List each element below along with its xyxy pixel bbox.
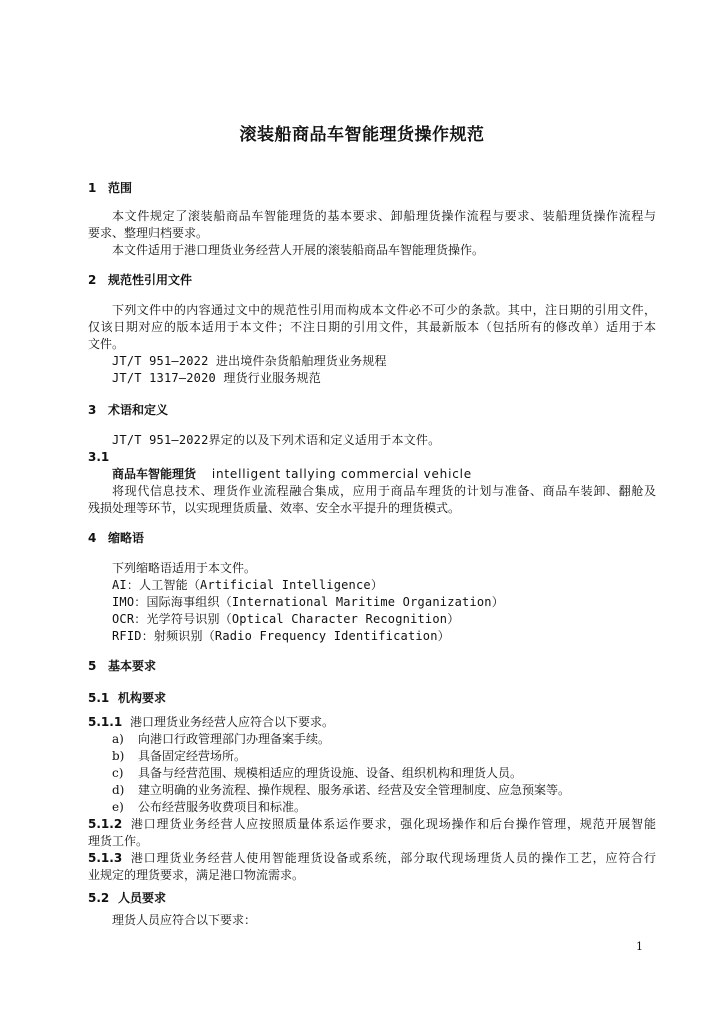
section-title: 范围 — [108, 181, 133, 195]
abbreviation-ai: AI：人工智能（Artificial Intelligence） — [112, 578, 384, 592]
list-marker: e) — [112, 800, 124, 814]
list-marker: a) — [112, 732, 124, 746]
section-number: 3 — [88, 403, 97, 417]
section-number: 1 — [88, 181, 97, 195]
section-3-heading — [88, 402, 168, 418]
normative-reference-2: JT/T 1317—2020 理货行业服务规范 — [112, 371, 321, 385]
section-2-para-line-3: 文件。 — [88, 337, 125, 351]
list-item-text: 公布经营服务收费项目和标准。 — [138, 800, 307, 814]
term-english: intelligent tallying commercial vehicle — [211, 467, 472, 481]
document-title: 滚装船商品车智能理货操作规范 — [239, 125, 485, 145]
subsection-5-1-heading — [88, 690, 166, 706]
normative-reference-1: JT/T 951—2022 进出境件杂货船舶理货业务规程 — [112, 354, 387, 368]
clause-number: 5.1.1 — [88, 715, 123, 729]
section-2-para-line-2: 仅该日期对应的版本适用于本文件；不注日期的引用文件，其最新版本（包括所有的修改单）适用于本 — [88, 320, 656, 334]
section-number: 2 — [88, 273, 97, 287]
clause-text: 港口理货业务经营人使用智能理货设备或系统，部分取代现场理货人员的操作工艺，应符合行 — [130, 851, 656, 865]
list-item — [112, 765, 522, 781]
section-1-para-2: 本文件适用于港口理货业务经营人开展的滚装船商品车智能理货操作。 — [112, 243, 485, 257]
abbreviation-rfid: RFID：射频识别（Radio Frequency Identification） — [112, 629, 450, 643]
term-number: 3.1 — [88, 450, 110, 464]
subsection-5-2-heading — [88, 890, 166, 906]
list-item — [112, 782, 570, 798]
clause-text: 港口理货业务经营人应按照质量体系运作要求，强化现场操作和后台操作管理，规范开展智能 — [130, 817, 656, 831]
section-title: 规范性引用文件 — [108, 273, 193, 287]
subsection-title: 机构要求 — [118, 691, 167, 705]
section-4-heading — [88, 530, 144, 546]
term-chinese: 商品车智能理货 — [112, 467, 197, 481]
list-marker: b) — [112, 749, 125, 763]
section-1-para-1-line-2: 要求、整理归档要求。 — [88, 226, 209, 240]
list-item-text: 向港口行政管理部门办理备案手续。 — [138, 732, 331, 746]
clause-5-1-2-line-2: 理货工作。 — [88, 834, 149, 848]
section-2-para-line-1: 下列文件中的内容通过文中的规范性引用而构成本文件必不可少的条款。其中，注日期的引用文件， — [112, 303, 656, 317]
abbreviation-ocr: OCR：光学符号识别（Optical Character Recognition） — [112, 612, 460, 626]
section-1-heading — [88, 180, 132, 196]
clause-5-1-1 — [88, 714, 334, 730]
page-number: 1 — [636, 940, 643, 953]
subsection-5-2-para: 理货人员应符合以下要求： — [112, 913, 257, 927]
clause-5-1-3-line-1 — [88, 850, 656, 866]
section-4-para: 下列缩略语适用于本文件。 — [112, 561, 257, 575]
abbreviation-imo: IMO：国际海事组织（International Maritime Organization） — [112, 595, 504, 609]
section-2-heading — [88, 272, 192, 288]
term-entry — [112, 466, 472, 482]
section-title: 基本要求 — [108, 659, 157, 673]
list-item-text: 建立明确的业务流程、操作规程、服务承诺、经营及安全管理制度、应急预案等。 — [138, 783, 571, 797]
list-item — [112, 748, 246, 764]
section-3-para: JT/T 951—2022界定的以及下列术语和定义适用于本文件。 — [112, 433, 441, 447]
subsection-title: 人员要求 — [118, 891, 167, 905]
section-title: 术语和定义 — [108, 403, 169, 417]
clause-5-1-2-line-1 — [88, 816, 656, 832]
list-item — [112, 799, 306, 815]
list-item — [112, 731, 330, 747]
list-item-text: 具备固定经营场所。 — [138, 749, 247, 763]
subsection-number: 5.1 — [88, 691, 110, 705]
term-definition-line-2: 残损处理等环节，以实现理货质量、效率、安全水平提升的理货模式。 — [88, 501, 461, 515]
list-item-text: 具备与经营范围、规模相适应的理货设施、设备、组织机构和理货人员。 — [138, 766, 523, 780]
list-marker: d) — [112, 783, 125, 797]
clause-number: 5.1.2 — [88, 817, 123, 831]
section-title: 缩略语 — [108, 531, 145, 545]
clause-5-1-3-line-2: 业规定的理货要求，满足港口物流需求。 — [88, 868, 305, 882]
section-5-heading — [88, 658, 156, 674]
list-marker: c) — [112, 766, 124, 780]
subsection-number: 5.2 — [88, 891, 110, 905]
section-1-para-1-line-1: 本文件规定了滚装船商品车智能理货的基本要求、卸船理货操作流程与要求、装船理货操作流程与 — [112, 209, 656, 223]
section-number: 4 — [88, 531, 97, 545]
clause-text: 港口理货业务经营人应符合以下要求。 — [130, 715, 335, 729]
section-number: 5 — [88, 659, 97, 673]
clause-number: 5.1.3 — [88, 851, 123, 865]
term-definition-line-1: 将现代信息技术、理货作业流程融合集成，应用于商品车理货的计划与准备、商品车装卸、翻舱及 — [112, 484, 656, 498]
